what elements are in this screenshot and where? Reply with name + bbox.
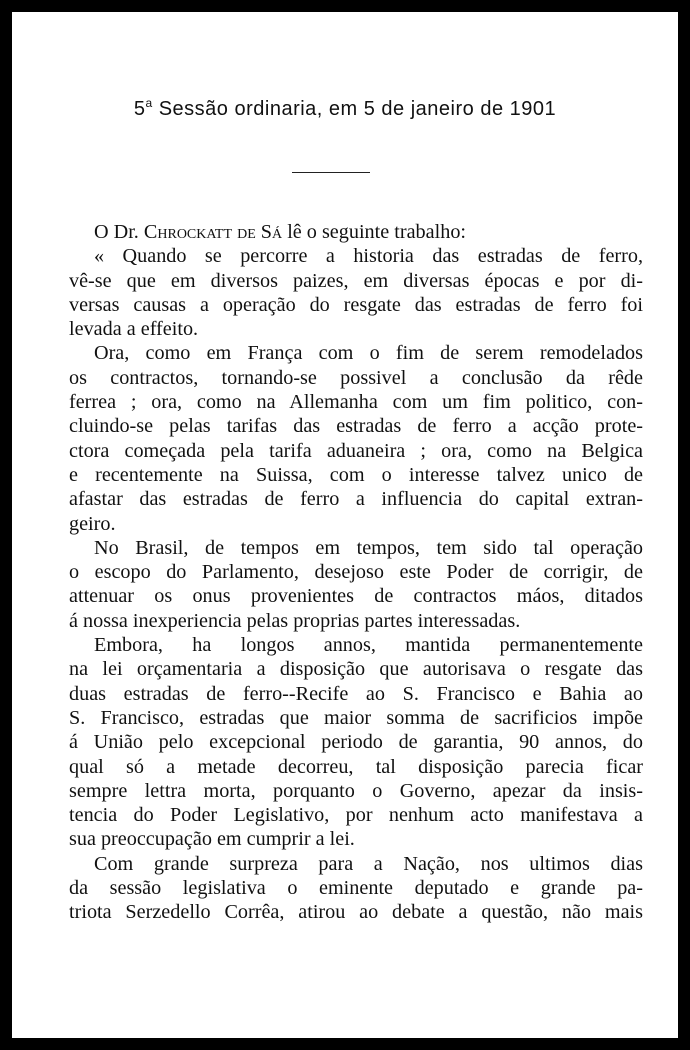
session-number: 5 bbox=[133, 98, 146, 120]
text-line: versas causas a operação do resgate das estradas de ferro foi bbox=[69, 293, 643, 316]
text-line: qual só a metade decorreu, tal disposição parecia ficar bbox=[69, 755, 643, 778]
text-line: afastar das estradas de ferro a influencia do capital extran- bbox=[69, 488, 643, 511]
text-line: tencia do Poder Legislativo, por nenhum acto manifestava a bbox=[69, 804, 643, 827]
text-line: « Quando se percorre a historia das estradas de ferro, bbox=[94, 245, 643, 268]
text-segment: O Dr. bbox=[94, 221, 144, 243]
text-line: da sessão legislativa o eminente deputado e grande pa- bbox=[69, 877, 643, 900]
text-line: o escopo do Parlamento, desejoso este Poder de corrigir, de bbox=[69, 561, 643, 584]
text-line: os contractos, tornando-se possivel a conclusão da rêde bbox=[69, 366, 643, 389]
text-line: geiro. bbox=[69, 512, 116, 535]
paragraph bbox=[69, 633, 643, 852]
text-line: No Brasil, de tempos em tempos, tem sido tal operação bbox=[94, 536, 643, 559]
text-line: na lei orçamentaria a disposição que autorisava o resgate das bbox=[69, 658, 643, 681]
text-line: Ora, como em França com o fim de serem remodelados bbox=[94, 342, 643, 365]
text-line: Com grande surpreza para a Nação, nos ultimos dias bbox=[94, 852, 643, 875]
text-line: S. Francisco, estradas que maior somma de sacrificios impõe bbox=[69, 706, 643, 729]
text-line: Embora, ha longos annos, mantida permanentemente bbox=[94, 634, 643, 657]
text-line: e recentemente na Suissa, com o interesse talvez unico de bbox=[69, 463, 643, 486]
text-line: sempre lettra morta, porquanto o Governo, apezar da insis- bbox=[69, 779, 643, 802]
document-page bbox=[12, 12, 678, 1038]
paragraph bbox=[69, 220, 643, 244]
text-line: levada a effeito. bbox=[69, 318, 199, 341]
body-text bbox=[69, 220, 643, 925]
text-line bbox=[69, 220, 643, 244]
heading-divider bbox=[292, 172, 370, 173]
text-line: attenuar os onus provenientes de contractos máos, ditados bbox=[69, 585, 643, 608]
text-line: á União pelo excepcional periodo de garantia, 90 annos, do bbox=[69, 731, 643, 754]
text-line: duas estradas de ferro--Recife ao S. Francisco e Bahia ao bbox=[69, 682, 643, 705]
paragraph bbox=[69, 244, 643, 341]
paragraph bbox=[69, 852, 643, 925]
session-heading bbox=[12, 98, 678, 121]
speaker-name: Chrockatt de Sá bbox=[143, 221, 283, 243]
text-line: sua preoccupação em cumprir a lei. bbox=[69, 828, 355, 851]
text-line: vê-se que em diversos paizes, em diversas épocas e por di- bbox=[69, 269, 643, 292]
text-line: ferrea ; ora, como na Allemanha com um fim politico, con- bbox=[69, 391, 643, 414]
paragraph bbox=[69, 341, 643, 535]
paragraph bbox=[69, 536, 643, 633]
text-line: cluindo-se pelas tarifas das estradas de ferro a acção prote- bbox=[69, 415, 643, 438]
text-line: á nossa inexperiencia pelas proprias partes interessadas. bbox=[69, 609, 521, 632]
text-line: ctora começada pela tarifa aduaneira ; ora, como na Belgica bbox=[69, 439, 643, 462]
session-title: Sessão ordinaria, em 5 de janeiro de 1901 bbox=[152, 98, 557, 120]
session-ordinal-superscript: a bbox=[145, 96, 153, 110]
text-line: triota Serzedello Corrêa, atirou ao debate a questão, não mais bbox=[69, 901, 643, 924]
text-segment: lê o seguinte trabalho: bbox=[282, 221, 467, 243]
